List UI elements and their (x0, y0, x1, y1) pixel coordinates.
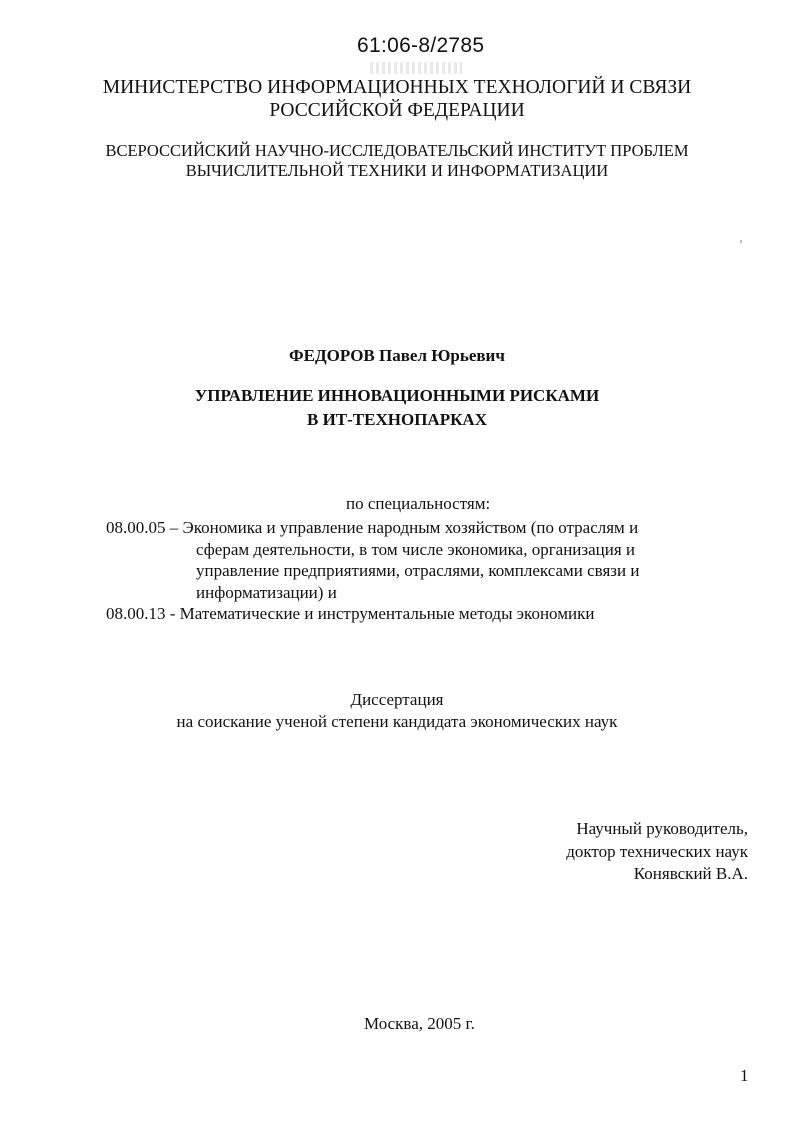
city-year: Москва, 2005 г. (364, 1014, 475, 1033)
dissertation-line-2: на соискание ученой степени кандидата экономических наук (176, 712, 618, 731)
page-number: 1 (740, 1066, 749, 1085)
specialty-1-line-1: 08.00.05 – Экономика и управление народным хозяйством (по отраслям и (106, 518, 639, 537)
dissertation-type (0, 689, 794, 733)
supervisor-block (566, 818, 748, 886)
supervisor-line-3: Конявский В.А. (633, 864, 748, 883)
dissertation-title (0, 384, 794, 432)
author-name: ФЕДОРОВ Павел Юрьевич (289, 346, 505, 365)
ministry-line-1: МИНИСТЕРСТВО ИНФОРМАЦИОННЫХ ТЕХНОЛОГИЙ И СВЯЗИ (102, 77, 692, 98)
supervisor-line-1: Научный руководитель, (576, 819, 748, 838)
specialties-header: по специальностям: (346, 494, 491, 513)
stamp-smudge (370, 62, 462, 74)
title-line-1: УПРАВЛЕНИЕ ИННОВАЦИОННЫМИ РИСКАМИ (194, 386, 600, 405)
ministry-heading (0, 76, 794, 122)
ministry-line-2: РОССИЙСКОЙ ФЕДЕРАЦИИ (269, 100, 525, 121)
specialty-1-line-3: управление предприятиями, отраслями, комплексами связи и (196, 561, 640, 580)
specialty-1-continuation (196, 539, 756, 604)
specialty-1-line-4: информатизации) и (196, 582, 337, 602)
dissertation-line-1: Диссертация (350, 690, 444, 709)
archive-stamp-number: 61:06-8/2785 (357, 34, 485, 57)
title-line-2: В ИТ-ТЕХНОПАРКАХ (307, 410, 487, 429)
institute-line-1: ВСЕРОССИЙСКИЙ НАУЧНО-ИССЛЕДОВАТЕЛЬСКИЙ ИНСТИТУТ ПРОБЛЕМ (105, 141, 689, 160)
supervisor-line-2: доктор технических наук (566, 841, 748, 861)
specialty-2: 08.00.13 - Математические и инструментальные методы экономики (106, 604, 595, 623)
institute-line-2: ВЫЧИСЛИТЕЛЬНОЙ ТЕХНИКИ И ИНФОРМАТИЗАЦИИ (185, 161, 609, 180)
specialty-1-line-2: сферам деятельности, в том числе экономика, организация и (196, 539, 636, 559)
institute-heading (0, 141, 794, 181)
scan-speck (740, 240, 742, 243)
